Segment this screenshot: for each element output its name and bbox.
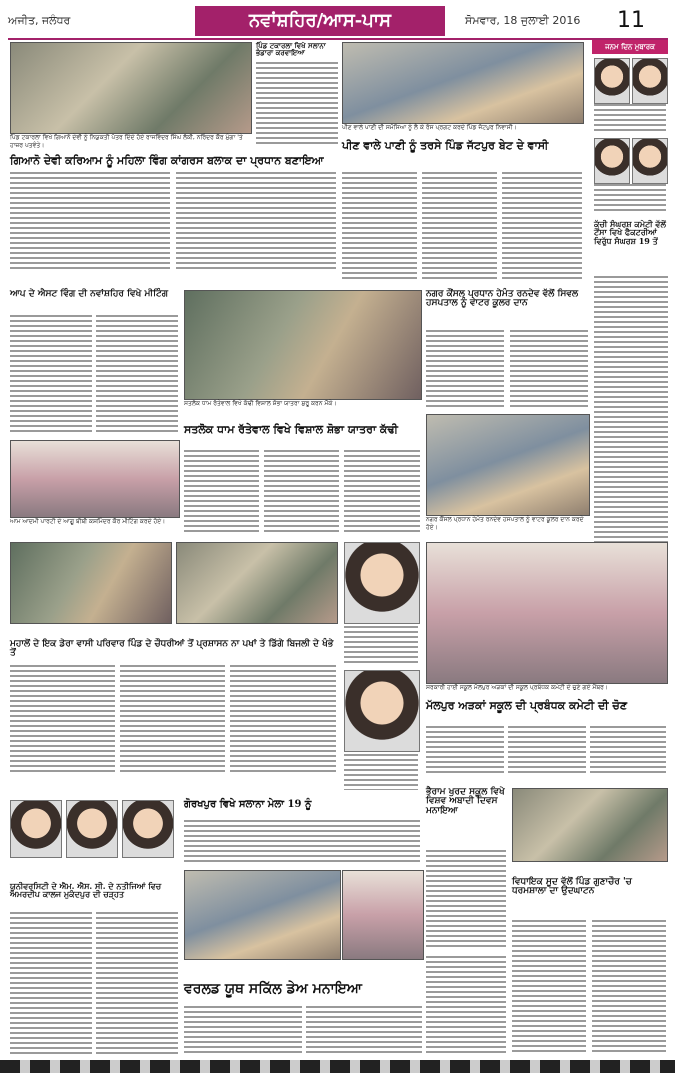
story4-body-col2 xyxy=(96,315,178,435)
story13-photo-2 xyxy=(342,870,424,960)
story12-headline: ਵਿਧਾਇਕ ਸੂਦ ਵੱਲੋਂ ਪਿੰਡ ਗੁਣਾਚੌਰ 'ਚ ਧਰਮਸ਼ਾਲਾ ਦਾ ਉਦਘਾਟਨ xyxy=(512,877,632,897)
story4-headline: ਆਪ ਦੇ ਐਸਟ ਵਿੰਗ ਦੀ ਨਵਾਂਸ਼ਹਿਰ ਵਿਖੇ ਮੀਟਿੰਗ xyxy=(10,289,169,299)
story12-body-col1 xyxy=(512,920,586,1055)
story6-photo xyxy=(184,290,422,400)
story5-body-col2 xyxy=(510,330,588,410)
birthday-header: ਜਨਮ ਦਿਨ ਮੁਬਾਰਕ xyxy=(592,40,668,54)
story1-body-col2 xyxy=(176,172,336,272)
story6-body-col3 xyxy=(344,450,420,535)
story9-headline: ਗੋਰਖਪੁਰ ਵਿਖੇ ਸਲਾਨਾ ਮੇਲਾ 19 ਨੂੰ xyxy=(184,799,312,810)
date-label: ਸੋਮਵਾਰ, 18 ਜੁਲਾਈ 2016 xyxy=(465,14,581,27)
story2-body-col3 xyxy=(502,172,582,282)
section-masthead: ਨਵਾਂਸ਼ਹਿਰ/ਆਸ-ਪਾਸ xyxy=(195,6,445,36)
story10-body-col1 xyxy=(10,912,92,1057)
story12-body-col2 xyxy=(592,920,666,1055)
page-number: 11 xyxy=(617,8,645,33)
story13-photo-1 xyxy=(184,870,341,960)
story5-body-col1 xyxy=(426,330,504,410)
story2-body-col2 xyxy=(422,172,497,282)
story14-body xyxy=(594,276,668,576)
story8-caption: ਸਰਕਾਰੀ ਹਾਈ ਸਕੂਲ ਮੱਲਪੁਰ ਅੜਕਾਂ ਦੀ ਸਕੂਲ ਪ੍ਰਬੰਧਕ ਕਮੇਟੀ ਦੇ ਚੁਣੇ ਗਏ ਮੈਂਬਰ। xyxy=(426,684,608,691)
birthday-photo-3 xyxy=(594,138,630,184)
story10-body-col2 xyxy=(96,912,178,1057)
topper-text-1 xyxy=(344,626,418,666)
story8-body-col1 xyxy=(426,726,504,776)
story6-caption: ਸਤਲੋਕ ਧਾਮ ਰੱਤੇਵਾਲ ਵਿਖੇ ਕੱਢੀ ਵਿਸ਼ਾਲ ਸ਼ੋਭਾ ਯਾਤਰਾ ਸ਼ੁਰੂ ਕਰਨ ਮੌਕੇ। xyxy=(184,400,337,407)
story6-body-col2 xyxy=(264,450,339,535)
story7-body-col1 xyxy=(10,665,115,775)
story5-caption: ਨਗਰ ਕੌਂਸਲ ਪ੍ਰਧਾਨ ਹੇਮੰਤ ਰਨਦੇਵ ਹਸਪਤਾਲ ਨੂੰ ਵਾਟਰ ਕੂਲਰ ਦਾਨ ਕਰਦੇ ਹੋਏ। xyxy=(426,516,584,531)
topper-text-2 xyxy=(344,754,418,790)
topper-photo-2 xyxy=(344,670,420,752)
story14-headline: ਕੱਚੀ ਸੰਘਰਸ਼ ਕਮੇਟੀ ਵੱਲੋਂ ਟੌਂਸਾ ਵਿਖੇ ਫੈਕਟਰੀਆਂ ਵਿਰੁੱਧ ਸੰਘਰਸ਼ 19 ਤੋਂ xyxy=(594,219,666,246)
story13-body-col2 xyxy=(306,1006,422,1056)
topper-photo-1 xyxy=(344,542,420,624)
birthday-photo-2 xyxy=(632,58,668,104)
birthday-text-2 xyxy=(594,184,666,212)
student-photo-2 xyxy=(66,800,118,858)
story6-headline: ਸਤਲੋਕ ਧਾਮ ਰੱਤੇਵਾਲ ਵਿਖੇ ਵਿਸ਼ਾਲ ਸ਼ੋਭਾ ਯਾਤਰਾ ਕੱਢੀ xyxy=(184,423,398,436)
story8-photo xyxy=(426,542,668,684)
story3-headline: ਪਿੰਡ ਟਕਾਰਲਾ ਵਿਖੇ ਸਲਾਨਾ ਭੰਡਾਰਾ ਕਰਵਾਇਆ xyxy=(256,41,326,58)
birthday-photo-4 xyxy=(632,138,668,184)
story13-body-col1 xyxy=(184,1006,302,1056)
story2-caption: ਪੀਣ ਵਾਲੇ ਪਾਣੀ ਦੀ ਸਮੱਸਿਆ ਨੂੰ ਲੈ ਕੇ ਰੋਸ ਪ੍ਰਗਟ ਕਰਦੇ ਪਿੰਡ ਜੱਟਪੁਰ ਨਿਵਾਸੀ। xyxy=(342,124,517,131)
story6-body-col1 xyxy=(184,450,259,535)
story5-photo xyxy=(426,414,590,516)
edition-label: ਅਜੀਤ, ਜਲੰਧਰ xyxy=(8,14,71,27)
story11-headline: ਭੈਰਾਮ ਖੁਰਦ ਸਕੂਲ ਵਿਖੇ ਵਿਸ਼ਵ ਅਬਾਦੀ ਦਿਵਸ ਮਨਾਇਆ xyxy=(426,787,505,816)
story7-photo-1 xyxy=(10,542,172,624)
story7-body-col2 xyxy=(120,665,225,775)
story1-photo xyxy=(10,42,252,134)
story8-body-col2 xyxy=(508,726,586,776)
student-photo-3 xyxy=(122,800,174,858)
story9-body xyxy=(184,820,420,865)
story12-photo xyxy=(512,788,668,862)
story1-body xyxy=(10,172,170,272)
story7-photo-2 xyxy=(176,542,338,624)
story13-headline: ਵਰਲਡ ਯੂਥ ਸਕਿੱਲ ਡੇਅ ਮਨਾਇਆ xyxy=(184,981,363,997)
birthday-photo-1 xyxy=(594,58,630,104)
story3-body xyxy=(256,62,338,147)
story2-headline: ਪੀਣ ਵਾਲੇ ਪਾਣੀ ਨੂੰ ਤਰਸੇ ਪਿੰਡ ਜੱਟਪੁਰ ਬੇਟ ਦੇ ਵਾਸੀ xyxy=(342,139,549,152)
story5-headline: ਨਗਰ ਕੌਂਸਲ ਪ੍ਰਧਾਨ ਹੇਮੰਤ ਰਨਦੇਵ ਵੱਲੋਂ ਸਿਵਲ ਹਸਪਤਾਲ ਨੂੰ ਵਾਟਰ ਕੂਲਰ ਦਾਨ xyxy=(426,289,579,309)
story10-headline: ਯੂਨੀਵਰਸਿਟੀ ਦੇ ਐਮ. ਐਸ. ਸੀ. ਦੇ ਨਤੀਜਿਆਂ ਵਿਚ ਅਮਰਦੀਪ ਕਾਲਜ ਮੁਕੰਦਪੁਰ ਦੀ ਚੜ੍ਹਤ xyxy=(10,881,162,900)
birthday-text-1 xyxy=(594,104,666,132)
student-photo-1 xyxy=(10,800,62,858)
story11-body xyxy=(426,850,506,950)
story2-photo xyxy=(342,42,584,124)
print-registration-bar xyxy=(0,1060,675,1073)
header-rule xyxy=(8,38,668,40)
story7-headline: ਮਹਾਲੋਂ ਦੇ ਇਕ ਡੇਰਾ ਵਾਸੀ ਪਰਿਵਾਰ ਪਿੰਡ ਦੇ ਚੌਧਰੀਆਂ ਤੋਂ ਪ੍ਰਸ਼ਾਸਨ ਨਾ ਪਖਾਂ ਤੇ ਡਿੱਗੇ ਬਿਜਲੀ ਦੇ ਖੰਭੇ ਤੋਂ xyxy=(10,639,334,659)
story4-body-col1 xyxy=(10,315,92,435)
story4-photo xyxy=(10,440,180,518)
story7-body-col3 xyxy=(230,665,336,775)
story11-body-col2 xyxy=(426,956,506,1056)
story8-body-col3 xyxy=(590,726,666,776)
story4-caption: ਆਮ ਆਦਮੀ ਪਾਰਟੀ ਦੇ ਆਗੂ ਬੀਬੀ ਕਸ਼ਮਿੰਦਰ ਕੌਰ ਮੀਟਿੰਗ ਕਰਦੇ ਹੋਏ। xyxy=(10,518,166,525)
story8-headline: ਮੱਲਪੁਰ ਅੜਕਾਂ ਸਕੂਲ ਦੀ ਪ੍ਰਬੰਧਕ ਕਮੇਟੀ ਦੀ ਚੋਣ xyxy=(426,699,627,712)
story1-caption: ਪਿੰਡ ਟਕਾਰਲਾ ਵਿਖੇ ਗਿਆਨੋ ਦੇਵੀ ਨੂੰ ਨਿਯੁਕਤੀ ਪੱਤਰ ਦਿੰਦੇ ਹੋਏ ਰਾਜਵਿੰਦਰ ਸਿੰਘ ਲੱਕੀ, ਨਰਿੰਦਰ ਕੌਰ ਮੁੰਗਾ 'ਤੇ ਹਾਜ਼ਰ ਪਤਵੰਤੇ। xyxy=(10,134,243,149)
story1-headline: ਗਿਆਨੋ ਦੇਵੀ ਕਰਿਆਮ ਨੂੰ ਮਹਿਲਾ ਵਿੰਗ ਕਾਂਗਰਸ ਬਲਾਕ ਦਾ ਪ੍ਰਧਾਨ ਬਣਾਇਆ xyxy=(10,154,324,167)
story2-body-col1 xyxy=(342,172,417,282)
